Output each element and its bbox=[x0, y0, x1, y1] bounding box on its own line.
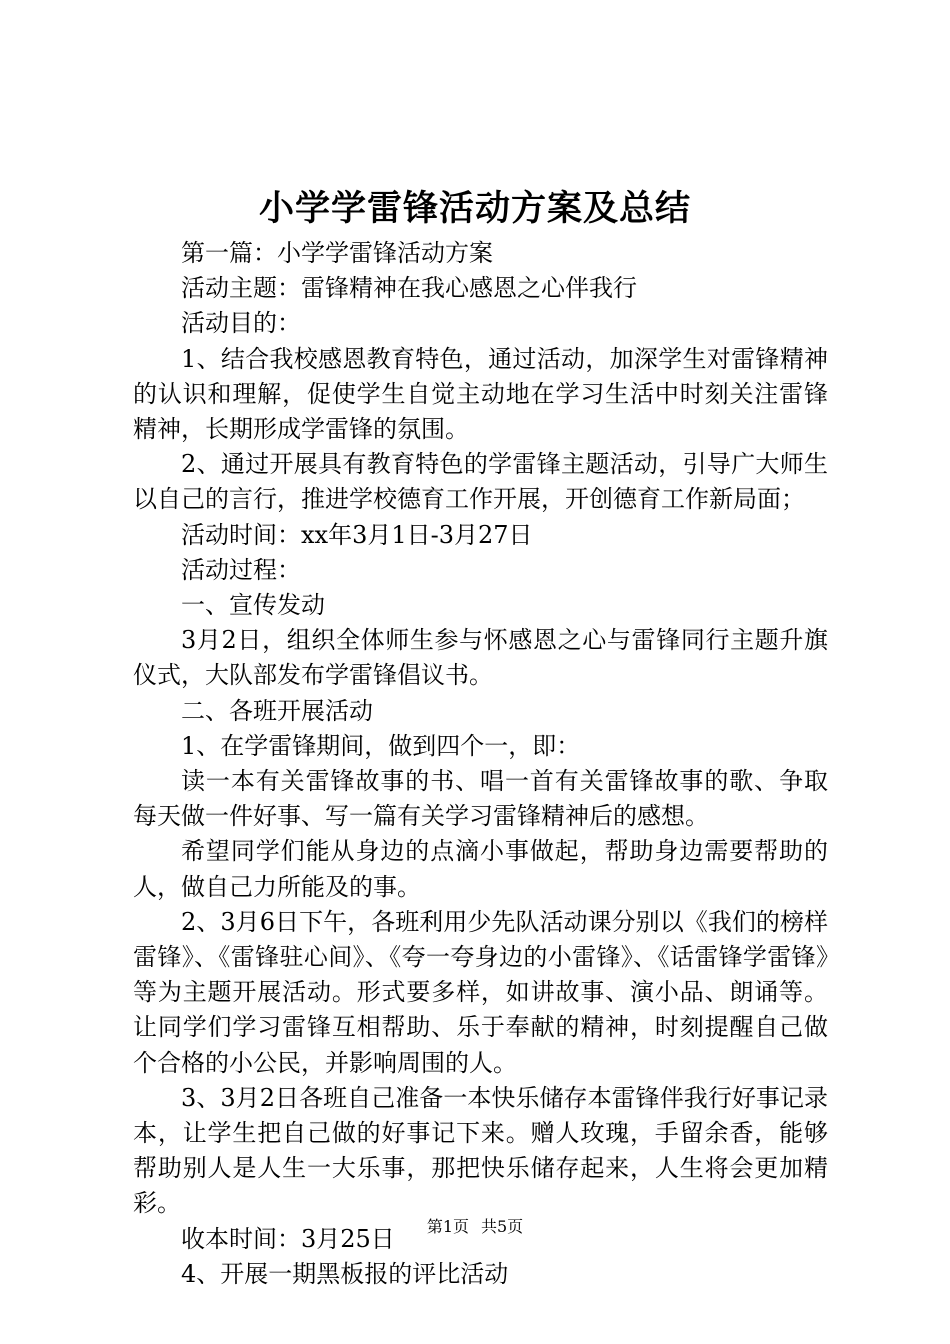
paragraph: 1、结合我校感恩教育特色，通过活动，加深学生对雷锋精神的认识和理解，促使学生自觉主动地在学习生活中时刻关注雷锋精神，长期形成学雷锋的氛围。 bbox=[133, 344, 828, 444]
paragraph: 二、各班开展活动 bbox=[181, 696, 373, 725]
paragraph: 活动时间：xx年3月1日-3月27日 bbox=[181, 520, 533, 549]
paragraph: 活动目的： bbox=[181, 309, 301, 338]
paragraph: 2、通过开展具有教育特色的学雷锋主题活动，引导广大师生以自己的言行，推进学校德育工作开展，开创德育工作新局面； bbox=[133, 450, 828, 514]
paragraph: 活动过程： bbox=[181, 555, 301, 584]
paragraph: 4、开展一期黑板报的评比活动 bbox=[181, 1259, 509, 1288]
page-footer bbox=[0, 1216, 950, 1238]
page-number: 第1页 bbox=[426, 1217, 469, 1236]
page-total: 共5页 bbox=[481, 1217, 524, 1236]
paragraph: 希望同学们能从身边的点滴小事做起，帮助身边需要帮助的人，做自己力所能及的事。 bbox=[133, 837, 828, 901]
paragraph: 第一篇：小学学雷锋活动方案 bbox=[181, 239, 493, 267]
paragraph: 3、3月2日各班自己准备一本快乐储存本雷锋伴我行好事记录本，让学生把自己做的好事记下来。赠人玫瑰，手留余香，能够帮助别人是人生一大乐事，那把快乐储存起来，人生将会更加精彩。 bbox=[133, 1083, 828, 1218]
paragraph: 收本时间：3月25日 bbox=[181, 1224, 395, 1253]
document-title: 小学学雷锋活动方案及总结 bbox=[258, 188, 691, 229]
paragraph: 1、在学雷锋期间，做到四个一，即： bbox=[181, 731, 581, 760]
document-body bbox=[133, 236, 828, 1292]
paragraph: 2、3月6日下午，各班利用少先队活动课分别以《我们的榜样雷锋》、《雷锋驻心间》、《夸一夸身边的小雷锋》、《话雷锋学雷锋》等为主题开展活动。形式要多样，如讲故事、演小品、朗诵等。让同学们学习雷锋互相帮助、乐于奉献的精神，时刻提醒自己做个合格的小公民，并影响周围的人。 bbox=[133, 907, 828, 1077]
paragraph: 一、宣传发动 bbox=[181, 591, 325, 620]
paragraph: 读一本有关雷锋故事的书、唱一首有关雷锋故事的歌、争取每天做一件好事、写一篇有关学习雷锋精神后的感想。 bbox=[133, 767, 828, 831]
paragraph: 活动主题：雷锋精神在我心感恩之心伴我行 bbox=[181, 274, 637, 303]
paragraph: 3月2日，组织全体师生参与怀感恩之心与雷锋同行主题升旗仪式，大队部发布学雷锋倡议书。 bbox=[133, 626, 828, 690]
